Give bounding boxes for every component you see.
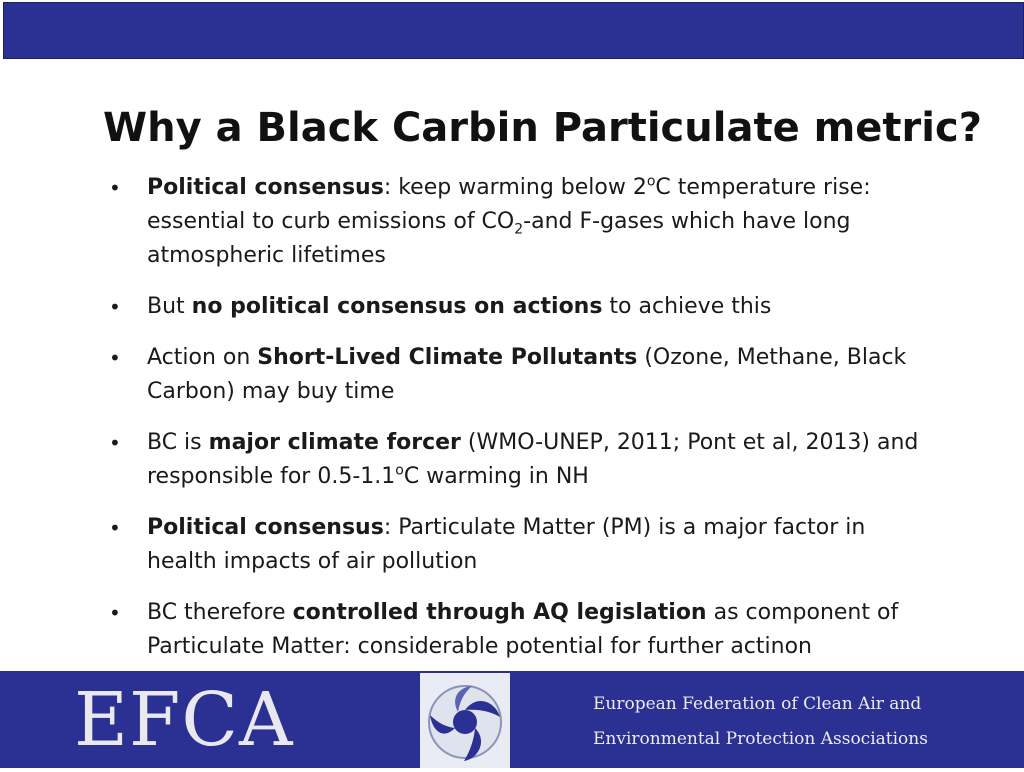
header-band <box>3 2 1024 59</box>
bullet-text: But <box>147 294 192 319</box>
bullet-dot: • <box>109 176 121 200</box>
bullet-text: : Particulate Matter (PM) is a major factor in health impacts of air pollution <box>147 515 866 574</box>
org-name-line-2: Environmental Protection Associations <box>593 729 928 749</box>
bullet-item-6 <box>105 596 935 664</box>
swirl-emblem-icon-svg <box>420 673 510 768</box>
bullet-item-1 <box>105 171 935 273</box>
bullet-item-3 <box>105 341 935 409</box>
efca-logo: EFCA <box>74 677 294 763</box>
subscript: 2 <box>514 221 524 238</box>
bullet-text: C warming in NH <box>403 464 589 489</box>
bullet-text: : keep warming below 2 <box>383 175 647 200</box>
bullet-text: to achieve this <box>602 294 772 319</box>
bullet-bold: no political consensus on actions <box>191 294 603 319</box>
bullet-text: Action on <box>147 345 258 370</box>
bullet-bold: major climate forcer <box>208 430 461 455</box>
bullet-text: -and F-gases which have long atmospheric lifetimes <box>147 209 851 268</box>
bullet-dot: • <box>109 601 121 625</box>
bullet-text: (Ozone, Methane, Black Carbon) may buy time <box>147 345 907 404</box>
bullet-bold: Short-Lived Climate Pollutants <box>257 345 638 370</box>
bullet-item-5 <box>105 511 935 579</box>
bullet-text: (WMO-UNEP, 2011; Pont et al, 2013) and responsible for 0.5-1.1 <box>147 430 919 489</box>
bullet-text: as component of Particulate Matter: considerable potential for further actinon <box>147 600 899 659</box>
bullet-text: BC is <box>147 430 209 455</box>
slide-title: Why a Black Carbin Particulate metric? <box>103 105 982 151</box>
bullet-bold: Political consensus <box>147 175 384 200</box>
bullet-dot: • <box>109 516 121 540</box>
bullet-dot: • <box>109 346 121 370</box>
footer-band <box>0 671 1024 768</box>
bullet-list <box>105 171 935 681</box>
bullet-dot: • <box>109 431 121 455</box>
organization-name <box>593 687 1013 757</box>
org-name-line-1: European Federation of Clean Air and <box>593 694 922 714</box>
bullet-item-4 <box>105 426 935 494</box>
superscript: o <box>395 462 404 479</box>
bullet-bold: Political consensus <box>147 515 384 540</box>
bullet-text: C temperature rise: essential to curb emissions of CO <box>147 175 871 234</box>
swirl-emblem-icon <box>420 673 510 768</box>
bullet-text: BC therefore <box>147 600 293 625</box>
bullet-item-2 <box>105 290 935 324</box>
bullet-dot: • <box>109 295 121 319</box>
bullet-bold: controlled through AQ legislation <box>292 600 707 625</box>
superscript: o <box>646 173 656 190</box>
